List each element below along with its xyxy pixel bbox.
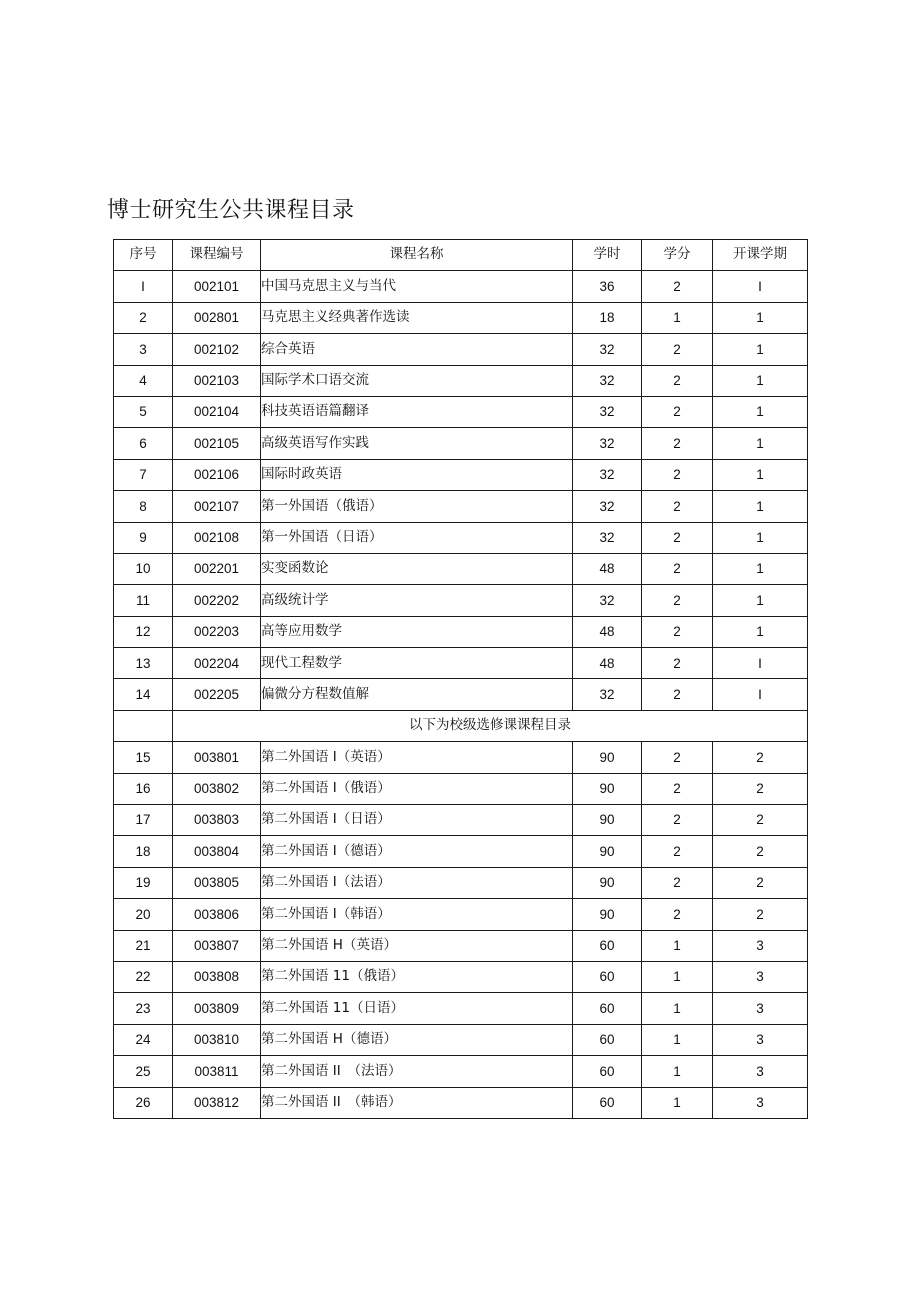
cell-semester: 2 bbox=[713, 773, 808, 804]
table-row bbox=[114, 679, 808, 710]
cell-index: 13 bbox=[114, 648, 173, 679]
cell-course-name: 第一外国语（俄语） bbox=[261, 491, 573, 522]
cell-hours: 36 bbox=[573, 271, 642, 302]
cell-index: 9 bbox=[114, 522, 173, 553]
cell-semester: 1 bbox=[713, 616, 808, 647]
cell-hours: 60 bbox=[573, 961, 642, 992]
cell-course-code: 002108 bbox=[173, 522, 261, 553]
header-course-code: 课程编号 bbox=[173, 240, 261, 271]
cell-hours: 60 bbox=[573, 993, 642, 1024]
elective-note-blank bbox=[114, 710, 173, 741]
cell-index: 6 bbox=[114, 428, 173, 459]
table-row bbox=[114, 459, 808, 490]
cell-course-code: 002107 bbox=[173, 491, 261, 522]
cell-course-name: 第二外国语 I（俄语） bbox=[261, 773, 573, 804]
cell-index: 7 bbox=[114, 459, 173, 490]
cell-semester: 2 bbox=[713, 836, 808, 867]
table-row bbox=[114, 742, 808, 773]
cell-course-code: 003807 bbox=[173, 930, 261, 961]
elective-courses bbox=[114, 742, 808, 1119]
cell-course-name: 国际学术口语交流 bbox=[261, 365, 573, 396]
cell-course-code: 002202 bbox=[173, 585, 261, 616]
table-header bbox=[114, 240, 808, 271]
cell-course-name: 第二外国语 I（法语） bbox=[261, 867, 573, 898]
cell-course-name: 第二外国语 H（英语） bbox=[261, 930, 573, 961]
cell-credits: 2 bbox=[642, 836, 713, 867]
cell-credits: 2 bbox=[642, 867, 713, 898]
cell-hours: 32 bbox=[573, 585, 642, 616]
page-title: 博士研究生公共课程目录 bbox=[107, 198, 355, 223]
cell-course-name: 高等应用数学 bbox=[261, 616, 573, 647]
cell-hours: 60 bbox=[573, 1024, 642, 1055]
cell-semester: I bbox=[713, 679, 808, 710]
cell-credits: 1 bbox=[642, 961, 713, 992]
cell-course-code: 003810 bbox=[173, 1024, 261, 1055]
cell-credits: 2 bbox=[642, 679, 713, 710]
cell-semester: 2 bbox=[713, 805, 808, 836]
cell-semester: 3 bbox=[713, 1056, 808, 1087]
cell-credits: 2 bbox=[642, 899, 713, 930]
table-row bbox=[114, 585, 808, 616]
cell-hours: 48 bbox=[573, 648, 642, 679]
table-row bbox=[114, 334, 808, 365]
cell-hours: 32 bbox=[573, 679, 642, 710]
cell-hours: 60 bbox=[573, 1087, 642, 1118]
cell-course-name: 第二外国语 I（日语） bbox=[261, 805, 573, 836]
cell-credits: 2 bbox=[642, 773, 713, 804]
cell-hours: 48 bbox=[573, 553, 642, 584]
cell-course-code: 002106 bbox=[173, 459, 261, 490]
cell-course-name: 实变函数论 bbox=[261, 553, 573, 584]
cell-course-code: 002103 bbox=[173, 365, 261, 396]
cell-course-code: 002801 bbox=[173, 302, 261, 333]
header-credits: 学分 bbox=[642, 240, 713, 271]
elective-note-row bbox=[114, 710, 808, 741]
cell-hours: 18 bbox=[573, 302, 642, 333]
cell-course-name: 高级英语写作实践 bbox=[261, 428, 573, 459]
cell-hours: 90 bbox=[573, 899, 642, 930]
table-row bbox=[114, 1087, 808, 1118]
cell-hours: 32 bbox=[573, 459, 642, 490]
cell-semester: 1 bbox=[713, 491, 808, 522]
cell-course-code: 003806 bbox=[173, 899, 261, 930]
table-row bbox=[114, 648, 808, 679]
cell-course-code: 002101 bbox=[173, 271, 261, 302]
cell-index: 21 bbox=[114, 930, 173, 961]
cell-credits: 2 bbox=[642, 365, 713, 396]
cell-index: 18 bbox=[114, 836, 173, 867]
cell-index: 2 bbox=[114, 302, 173, 333]
cell-course-code: 003809 bbox=[173, 993, 261, 1024]
cell-hours: 32 bbox=[573, 396, 642, 427]
cell-course-name: 第二外国语 II （法语） bbox=[261, 1056, 573, 1087]
cell-course-code: 003802 bbox=[173, 773, 261, 804]
cell-hours: 32 bbox=[573, 428, 642, 459]
cell-credits: 2 bbox=[642, 553, 713, 584]
cell-index: 16 bbox=[114, 773, 173, 804]
cell-semester: I bbox=[713, 648, 808, 679]
cell-credits: 2 bbox=[642, 585, 713, 616]
cell-credits: 1 bbox=[642, 1087, 713, 1118]
cell-course-code: 003811 bbox=[173, 1056, 261, 1087]
cell-index: 15 bbox=[114, 742, 173, 773]
cell-index: 5 bbox=[114, 396, 173, 427]
cell-course-name: 中国马克思主义与当代 bbox=[261, 271, 573, 302]
cell-credits: 2 bbox=[642, 616, 713, 647]
header-hours: 学时 bbox=[573, 240, 642, 271]
cell-index: 22 bbox=[114, 961, 173, 992]
cell-hours: 60 bbox=[573, 1056, 642, 1087]
cell-credits: 2 bbox=[642, 428, 713, 459]
cell-semester: 1 bbox=[713, 585, 808, 616]
cell-course-code: 002203 bbox=[173, 616, 261, 647]
table-row bbox=[114, 805, 808, 836]
cell-semester: I bbox=[713, 271, 808, 302]
cell-hours: 32 bbox=[573, 365, 642, 396]
cell-semester: 1 bbox=[713, 459, 808, 490]
table-row bbox=[114, 836, 808, 867]
table-row bbox=[114, 522, 808, 553]
cell-credits: 2 bbox=[642, 271, 713, 302]
course-catalog-table bbox=[113, 239, 808, 1119]
cell-course-name: 第二外国语 11（俄语） bbox=[261, 961, 573, 992]
cell-credits: 2 bbox=[642, 648, 713, 679]
cell-index: 11 bbox=[114, 585, 173, 616]
cell-credits: 1 bbox=[642, 993, 713, 1024]
cell-credits: 1 bbox=[642, 930, 713, 961]
cell-credits: 2 bbox=[642, 522, 713, 553]
cell-course-name: 科技英语语篇翻译 bbox=[261, 396, 573, 427]
cell-course-code: 002201 bbox=[173, 553, 261, 584]
cell-semester: 1 bbox=[713, 396, 808, 427]
cell-index: 4 bbox=[114, 365, 173, 396]
elective-note: 以下为校级选修课课程目录 bbox=[173, 710, 808, 741]
cell-index: I bbox=[114, 271, 173, 302]
cell-course-code: 003812 bbox=[173, 1087, 261, 1118]
cell-course-code: 002105 bbox=[173, 428, 261, 459]
cell-semester: 2 bbox=[713, 899, 808, 930]
table-row bbox=[114, 428, 808, 459]
cell-index: 14 bbox=[114, 679, 173, 710]
cell-hours: 90 bbox=[573, 805, 642, 836]
table-row bbox=[114, 616, 808, 647]
cell-index: 24 bbox=[114, 1024, 173, 1055]
table-row bbox=[114, 302, 808, 333]
cell-credits: 2 bbox=[642, 805, 713, 836]
cell-index: 26 bbox=[114, 1087, 173, 1118]
header-row bbox=[114, 240, 808, 271]
cell-index: 8 bbox=[114, 491, 173, 522]
header-course-name: 课程名称 bbox=[261, 240, 573, 271]
cell-course-code: 003805 bbox=[173, 867, 261, 898]
cell-credits: 1 bbox=[642, 302, 713, 333]
cell-semester: 3 bbox=[713, 1024, 808, 1055]
cell-credits: 2 bbox=[642, 742, 713, 773]
cell-course-code: 003804 bbox=[173, 836, 261, 867]
cell-hours: 60 bbox=[573, 930, 642, 961]
table-row bbox=[114, 961, 808, 992]
cell-hours: 32 bbox=[573, 491, 642, 522]
cell-credits: 2 bbox=[642, 459, 713, 490]
table-row bbox=[114, 773, 808, 804]
cell-hours: 32 bbox=[573, 334, 642, 365]
cell-course-name: 第二外国语 II （韩语） bbox=[261, 1087, 573, 1118]
cell-semester: 3 bbox=[713, 1087, 808, 1118]
cell-course-name: 马克思主义经典著作选读 bbox=[261, 302, 573, 333]
cell-index: 19 bbox=[114, 867, 173, 898]
cell-course-name: 第二外国语 I（德语） bbox=[261, 836, 573, 867]
cell-semester: 1 bbox=[713, 522, 808, 553]
cell-semester: 1 bbox=[713, 302, 808, 333]
cell-course-name: 综合英语 bbox=[261, 334, 573, 365]
cell-course-name: 第二外国语 I（韩语） bbox=[261, 899, 573, 930]
cell-index: 25 bbox=[114, 1056, 173, 1087]
header-semester: 开课学期 bbox=[713, 240, 808, 271]
cell-index: 20 bbox=[114, 899, 173, 930]
cell-course-name: 偏微分方程数值解 bbox=[261, 679, 573, 710]
table-row bbox=[114, 899, 808, 930]
table-row bbox=[114, 396, 808, 427]
table-row bbox=[114, 491, 808, 522]
cell-semester: 3 bbox=[713, 961, 808, 992]
cell-index: 17 bbox=[114, 805, 173, 836]
cell-hours: 90 bbox=[573, 773, 642, 804]
cell-hours: 32 bbox=[573, 522, 642, 553]
table-row bbox=[114, 1056, 808, 1087]
cell-course-name: 国际时政英语 bbox=[261, 459, 573, 490]
cell-course-code: 002102 bbox=[173, 334, 261, 365]
cell-credits: 1 bbox=[642, 1056, 713, 1087]
elective-divider bbox=[114, 710, 808, 741]
cell-course-code: 002104 bbox=[173, 396, 261, 427]
cell-semester: 1 bbox=[713, 428, 808, 459]
cell-credits: 2 bbox=[642, 334, 713, 365]
cell-semester: 2 bbox=[713, 867, 808, 898]
cell-semester: 1 bbox=[713, 553, 808, 584]
table-row bbox=[114, 1024, 808, 1055]
cell-credits: 1 bbox=[642, 1024, 713, 1055]
cell-course-code: 002204 bbox=[173, 648, 261, 679]
cell-semester: 3 bbox=[713, 993, 808, 1024]
cell-index: 23 bbox=[114, 993, 173, 1024]
cell-semester: 1 bbox=[713, 334, 808, 365]
table-row bbox=[114, 271, 808, 302]
cell-index: 3 bbox=[114, 334, 173, 365]
cell-semester: 1 bbox=[713, 365, 808, 396]
cell-course-code: 003803 bbox=[173, 805, 261, 836]
table-row bbox=[114, 553, 808, 584]
table-row bbox=[114, 993, 808, 1024]
table-row bbox=[114, 930, 808, 961]
cell-course-code: 003801 bbox=[173, 742, 261, 773]
cell-course-name: 第二外国语 I（英语） bbox=[261, 742, 573, 773]
cell-course-name: 高级统计学 bbox=[261, 585, 573, 616]
cell-credits: 2 bbox=[642, 491, 713, 522]
cell-hours: 90 bbox=[573, 867, 642, 898]
cell-hours: 90 bbox=[573, 836, 642, 867]
cell-course-name: 第二外国语 H（德语） bbox=[261, 1024, 573, 1055]
cell-course-name: 第二外国语 11（日语） bbox=[261, 993, 573, 1024]
cell-course-name: 第一外国语（日语） bbox=[261, 522, 573, 553]
cell-hours: 48 bbox=[573, 616, 642, 647]
table-row bbox=[114, 867, 808, 898]
cell-index: 10 bbox=[114, 553, 173, 584]
cell-hours: 90 bbox=[573, 742, 642, 773]
cell-index: 12 bbox=[114, 616, 173, 647]
cell-credits: 2 bbox=[642, 396, 713, 427]
cell-course-code: 002205 bbox=[173, 679, 261, 710]
required-courses bbox=[114, 271, 808, 710]
cell-course-code: 003808 bbox=[173, 961, 261, 992]
cell-course-name: 现代工程数学 bbox=[261, 648, 573, 679]
header-index: 序号 bbox=[114, 240, 173, 271]
cell-semester: 2 bbox=[713, 742, 808, 773]
cell-semester: 3 bbox=[713, 930, 808, 961]
table-row bbox=[114, 365, 808, 396]
